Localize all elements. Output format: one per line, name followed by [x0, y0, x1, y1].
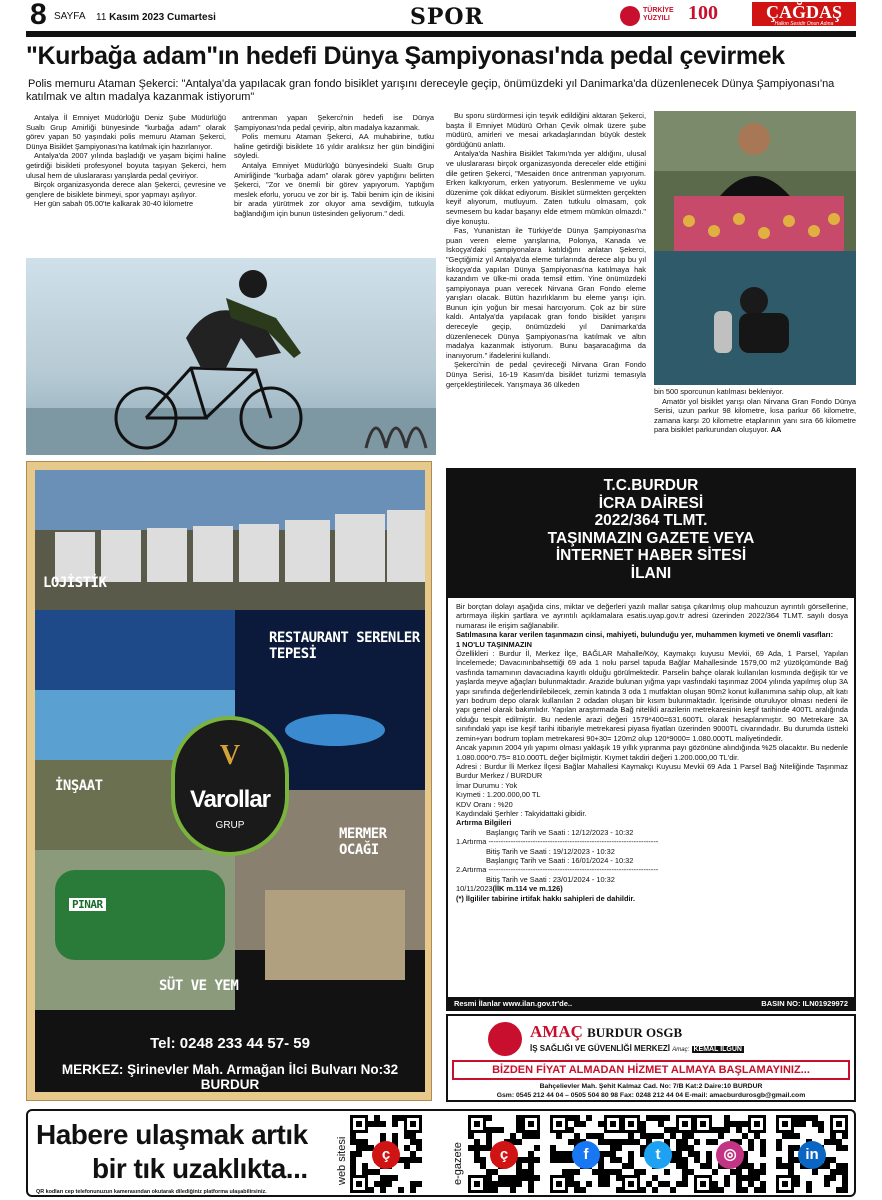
notice-title-line: T.C.BURDUR [603, 477, 699, 494]
section-title: SPOR [410, 4, 484, 30]
amac-address: Bahçelievler Mah. Şehit Kalmaz Cad. No: 7/B Kat:2 Daire:10 BURDUR [539, 1083, 763, 1090]
notice-address: Adresi : Burdur İli Merkez İlçesi Bağlar Mahallesi Kaymakçı Kuyusu Mevkii 69 Ada 1 Parsel Bağ Niteliğinde Taşınmaz Burdur Merkez / BURDUR [456, 761, 848, 781]
notice-title-line: İLANI [630, 564, 672, 582]
auction-2-end: Bitiş Tarih ve Saati : 23/01/2024 - 10:32 [486, 874, 615, 884]
notice-title-line: İNTERNET HABER SİTESİ [555, 547, 747, 564]
notice-title-line: 2022/364 TLMT. [594, 512, 708, 529]
notice-footnote: (*) İlgililer tabirine irtifak hakkı sahipleri de dahildir. [456, 893, 636, 903]
qr-code-facebook[interactable] [550, 1115, 622, 1193]
newspaper-name: ÇAĞDAŞ [765, 2, 842, 22]
article-headline: "Kurbağa adam"ın hedefi Dünya Şampiyonası'nda pedal çevirmek [26, 42, 785, 70]
amac-subtitle: İŞ SAĞLIĞI VE GÜVENLİĞİ MERKEZİ Amaç: KEMAL İLGÜN [530, 1044, 742, 1053]
notice-value: Kıymeti : 1.200.000,00 TL [456, 790, 541, 800]
article-column-1 [26, 113, 226, 209]
notice-footer [448, 997, 854, 1009]
auction-1-start: Başlangıç Tarih ve Saati : 12/12/2023 - 10:32 [486, 827, 634, 837]
date-weekday: Cumartesi [167, 12, 216, 23]
twitter-icon: t [644, 1141, 672, 1169]
article-spot: Polis memuru Ataman Şekerci: "Antalya'da yapılacak gran fondo bisiklet yarışını dereceyle geçip, önümüzdeki yıl Danimarka'da düzenlenecek Dünya Şampiyonası'na katılmak ve altın madalya kazanmak istiyorum" [26, 78, 835, 103]
paragraph: Bu sporu sürdürmesi için teşvik edildiğini aktaran Şekerci, başta İl Emniyet Müdürü Orhan Çevik olmak üzere şube müdürü, amirleri ve mesai arkadaşlarından büyük destek gördüğünü anlattı. [446, 111, 646, 149]
notice-property-title: 1 NO'LU TAŞINMAZIN [456, 639, 532, 649]
notice-date: 10/11/2023(İİK m.114 ve m.126) [456, 884, 563, 894]
notice-vat: KDV Oranı : %20 [456, 799, 513, 809]
qr-code-twitter[interactable] [622, 1115, 694, 1193]
article-source: AA [770, 425, 782, 435]
facebook-icon: f [572, 1141, 600, 1169]
notice-records: Kaydındaki Şerhler : Takyidattaki gibidir. [456, 808, 587, 818]
article-column-3 [446, 111, 646, 389]
amac-osgb-advertisement [446, 1014, 856, 1102]
notice-auction-title: Artırma Bilgileri [456, 818, 512, 828]
varollar-logo [171, 716, 289, 856]
çağdaş-icon: ç [490, 1141, 518, 1169]
court-notice [446, 468, 856, 1011]
newspaper-tagline: Halkın Sesidir Onun Adına [774, 21, 834, 27]
paragraph: Amatör yol bisiklet yarışı olan Nirvana Gran Fondo Dünya Serisi, uzun parkur 98 kilometre, kısa parkur 66 kilometre, zamana karşı 20 kilometre etaplarının yanı sıra 66 kilometre para bisiklet parkurundan oluşuyor. AA [654, 396, 856, 435]
paragraph: Her gün sabah 05.00'te kalkarak 30-40 kilometre [34, 199, 194, 209]
notice-calculation: Ancak yapının 2004 yılı yapımı olması yaklaşık 19 yıllık yıpranma payı gözönüne alındığında %25 olacaktır. Bu nedenle 1.080.000*0.75= 810.000TL değer biçilmiştir. Kıymet takdiri değeri 1.200.000,00 TL'dir. [456, 743, 848, 762]
auction-2: 2.Artırma --------------------------------------------------------------------- [456, 865, 659, 875]
notice-subtitle: Satılmasına karar verilen taşınmazın cinsi, mahiyeti, bulunduğu yer, muhammen kıymeti ve önemli vasıfları: [456, 630, 834, 640]
paragraph: Birçok organizasyonda derece alan Şekerci, çevresine ve gençlere de bisiklete binmeyi, spor yapmayı aşılıyor. [26, 180, 226, 199]
pinar-logo: PINAR [69, 898, 106, 911]
varollar-logo-name: Varollar [189, 786, 271, 813]
amac-logo-icon [488, 1022, 522, 1056]
notice-description: Özellikleri : Burdur İl, Merkez İlçe, BAĞLAR Mahalle/Köy, Kaymakçı kuyusu Mevkii, 69 Ada, 1 Parsel, Yapılan İncelemede; Davacınınbahsettiği 69 ada 1 nolu parsel tapuda Bağlar Mahallesinde 1579,00 m2 yüzölçümünde Bağ vasfında tamamının davacıadına kayıtlı olduğu görülmektedir. Parselin bahçe olarak kullanılan kısmında değişik tür ve yaşlarda meyve ağaçları bulunmaktadır. Arazide bulunan yığma yapı vasfındaki taşınmaz 2004 yılında yapılmış olup 3A yapı sınıfında değerlendirilebilecek, zemin katında 3 oda 1 mutfaktan oluşan 90m2 konut kullanımına sahip olup, alt katı yarı bodrum depo olarak kullanılan 2 odadan oluşan bir kısım bulunmaktadır. İçerisinde oturuluyor olması nedeni ile yapı genel olarak bakımlıdır. Yapılan araştırmada Bağ nitelikli arazilerin metrekaresinin keşif tarihinde 400TL aralığında olduğu tespit edilmiştir. Bu nedenle arazi değeri 1579*400=631.600TL olarak hesaplanmıştır. 90 Metrekare 3A sınıfındaki yapı ise keşif tarihi itibariyle metrekaresi piyasa fiyatları üzerinden 9000TL civarındadır. Bu durumda üstteki zemin+yarı bodrum toplam metrekaresi 90+30= 120m2 olup 120*9000= 1.080.000TL maliyetindedir. [456, 649, 848, 743]
paragraph: Antalya İl Emniyet Müdürlüğü Deniz Şube Müdürlüğü Sualtı Grup Amirliği bünyesinde "kurbağa adam" olarak görev yapan 50 yaşındaki polis memuru Ataman Şekerci, Dünya Bisiklet Şampiyonası'na katılmak için hazırlanıyor. [26, 113, 226, 151]
footer-qr-strip [26, 1109, 856, 1197]
paragraph: Fas, Yunanistan ile Türkiye'de Dünya Şampiyonası'na puan veren eleme yarışlarına, Polonya, Kanada ve İskoçya'daki şampiyonalara katıldığını anlatan Şekerci, "Geçtiğimiz yıl Antalya'da eleme turlarında derece alıp bu yıl İskoçya'da yapılan Dünya Şampiyonası'na katılmaya hak kazandım ve ülke-mi orada temsil ettim. Yine önümüzdeki şampiyonaya puan verecek Nirvana Gran Fondo eleme yarışları olacak. Bütün hazırlıklarım bu eleme yarışı için. Bunun için yoğun bir mesai harcıyorum. Çok az bir süre kaldı. Antalya'da yapılacak gran fondo bisiklet yarışını dereceyle geçip, önümüzdeki yıl Danimarka'da düzenlenecek Dünya Şampiyonası'na katılmak ve altın madalya kazanmak istiyorum. Bunu başaracağıma da inanıyorum." ifadelerini kullandı. [446, 226, 646, 360]
cyclist-photo [26, 258, 436, 455]
amac-title: AMAÇ BURDUR OSGB [530, 1022, 683, 1041]
çağdaş-icon: ç [372, 1141, 400, 1169]
ad-label-restaurant: RESTAURANT SERENLER TEPESİ [269, 630, 420, 662]
press-number: BASIN NO: ILN01929972 [761, 999, 848, 1008]
qr-code-çağdaş[interactable] [468, 1115, 540, 1193]
varollar-logo-letter: V [219, 740, 241, 771]
page-word: SAYFA [54, 11, 86, 22]
auction-1-end: Bitiş Tarih ve Saati : 19/12/2023 - 10:32 [486, 846, 615, 856]
date-day: 11 [96, 12, 107, 23]
ad-label-milk-feed: SÜT VE YEM [159, 978, 239, 994]
page-number: 8 [30, 0, 47, 31]
auction-1: 1.Artırma --------------------------------------------------------------------- [456, 837, 659, 847]
e-gazete-label: e-gazete [452, 1142, 464, 1185]
turkiye-yuzyili-logo [620, 4, 680, 26]
turkiye-logo-icon [620, 6, 640, 26]
qr-code-çağdaş[interactable] [350, 1115, 422, 1193]
paragraph: Antalya'da Nashira Bisiklet Takımı'nda yer aldığını, ulusal ve uluslararası birçok organizasyonda dereceler elde ettiğini dile getiren Şekerci, "Mesaiden önce antrenman yapıyorum. Erken kalkıyorum, erken yatıyorum. Beslenmeme ve uyku düzenime çok dikkat ediyorum. Bisiklet sürmekten gerçekten keyif alıyorum, mutluyum. Zaten tutkulu olmasam, çok sevmesem bu kadar başarıyı elde etmem mümkün olmazdı." diye konuştu. [446, 149, 646, 226]
paragraph: Şekerci'nin de pedal çevireceği Nirvana Gran Fondo Dünya Serisi, 16-19 Kasım'da bisiklet turizmi temasıyla gerçekleştirilecek. Yarışmaya 36 ülkeden [446, 360, 646, 389]
varollar-logo-group: GRUP [215, 820, 245, 831]
notice-footer-left: Resmi İlanlar www.ilan.gov.tr'de.. [454, 999, 573, 1008]
instagram-icon: ◎ [716, 1141, 744, 1169]
centenary-logo: 100 [688, 2, 718, 24]
amac-banner: BİZDEN FİYAT ALMADAN HİZMET ALMAYA BAŞLAMAYINIZ... [452, 1060, 850, 1080]
notice-zoning: İmar Durumu : Yok [456, 780, 518, 790]
page-header [0, 0, 882, 30]
qr-code-linkedin[interactable] [776, 1115, 848, 1193]
date-month-year: Kasım 2023 [109, 12, 165, 23]
qr-code-instagram[interactable] [694, 1115, 766, 1193]
article-column-2 [234, 113, 434, 219]
varollar-advertisement [26, 461, 432, 1101]
paragraph: Polis memuru Ataman Şekerci, AA muhabirine, tutku haline getirdiği bisiklete 16 yıldır aralıksız her gün bindiğini söyledi. [234, 132, 434, 161]
notice-intro: Bir borçtan dolayı aşağıda cins, miktar ve değerleri yazılı mallar satışa çıkarılmış olup mahcuzun ayrıntılı görsellerine, artırmaya ilişkin şartlara ve ayrıntılı açıklamalara esatis.uyap.gov.tr adresi üzerinden 2022/364 TLMT. sayılı dosya numarası ile erişim sağlanabilir. [456, 602, 848, 630]
ad-address: MERKEZ: Şirinevler Mah. Armağan İlci Bulvarı No:32 BURDUR [61, 1062, 399, 1092]
issue-date [96, 12, 216, 23]
paragraph: Antalya'da 2007 yılında başladığı ve yaşam biçimi haline getirdiği bisikleti profesyonel boyuta taşıyan Şekerci, hem ulusal hem de uluslararası yarışlarda pedal çeviriyor. [26, 151, 226, 180]
auction-2-start: Başlangıç Tarih ve Saati : 16/01/2024 - 10:32 [486, 855, 634, 865]
ad-label-construction: İNŞAAT [55, 778, 103, 794]
ad-phone: Tel: 0248 233 44 57- 59 [150, 1035, 310, 1052]
amac-contact: Gsm: 0545 212 44 04 – 0505 504 80 98 Fax: 0248 212 44 04 E-mail: amacburdurosgb@gmail.com [496, 1092, 806, 1099]
turkiye-logo-text: TÜRKİYE YÜZYILI [643, 7, 674, 22]
paragraph: antrenman yapan Şekerci'nin hedefi ise Dünya Şampiyonası'nda pedal çevirip, altın madalya kazanmak. [234, 113, 434, 132]
notice-body [456, 602, 848, 903]
diver-medals-photo [654, 111, 856, 385]
notice-title-line: İCRA DAİRESİ [598, 494, 704, 512]
web-site-label: web sitesi [336, 1136, 348, 1185]
notice-header [448, 470, 854, 598]
ad-label-logistics: LOJİSTİK [43, 575, 107, 591]
notice-title-line: TAŞINMAZIN GAZETE VEYA [547, 529, 755, 547]
ad-label-marble: MERMER OCAĞI [339, 826, 387, 858]
paragraph: Antalya Emniyet Müdürlüğü bünyesindeki Sualtı Grup Amirliğinde "kurbağa adam" olarak görev yaptığını belirten Şekerci, "Zor ve önemli bir görev yapıyorum. Yaptığım meslek eforlu, yorucu ve zor bir iş. Tabii benim için de ikisini bir arada yürütmek zor oluyor ama sevdiğim, tutkuyla bağlandığım için bunun üstesinden geliyorum." dedi. [234, 160, 434, 218]
paragraph: bin 500 sporcunun katılması bekleniyor. [654, 387, 784, 396]
linkedin-icon: in [798, 1141, 826, 1169]
article-column-4 [654, 387, 856, 435]
footer-headline-2: bir tık uzaklıkta... [92, 1153, 308, 1184]
newspaper-logo [752, 2, 856, 26]
footer-headline-1: Habere ulaşmak artık [36, 1119, 308, 1150]
header-rule [26, 31, 856, 37]
footer-instruction: QR kodları cep telefonunuzun kamerasından okutarak dilediğiniz platforma ulaşabilirsiniz. [36, 1189, 267, 1195]
